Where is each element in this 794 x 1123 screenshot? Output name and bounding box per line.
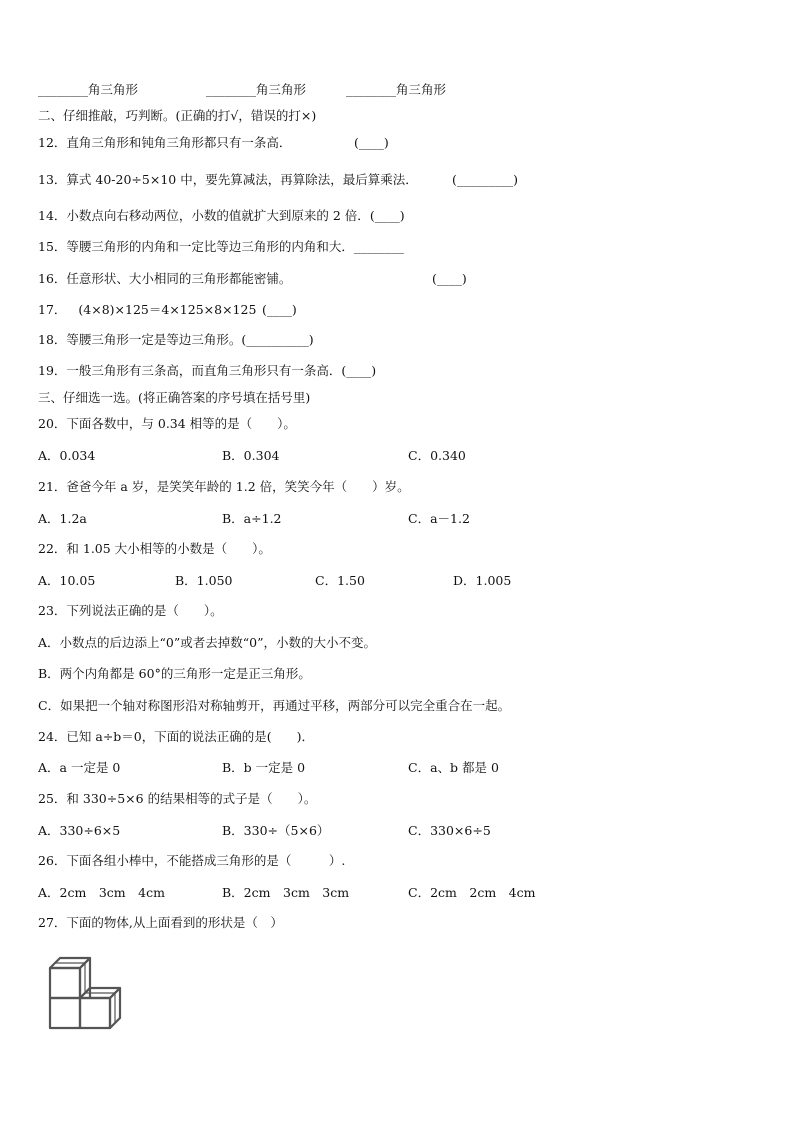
- blank-3[interactable]: [346, 82, 446, 98]
- question-16: [38, 271, 291, 287]
- option-25-b[interactable]: B．330÷（5×6）: [222, 823, 330, 838]
- option-21-a[interactable]: A．1.2a: [38, 511, 87, 526]
- blank-2[interactable]: [206, 82, 306, 98]
- option-22-b[interactable]: B．1.050: [175, 573, 233, 588]
- label: 角三角形: [256, 82, 307, 97]
- option-24-a[interactable]: A．a 一定是 0: [38, 760, 121, 775]
- label: 角三角形: [88, 82, 139, 97]
- option-22-a[interactable]: A．10.05: [38, 573, 96, 588]
- question-text: 算式 40-20÷5×10 中，要先算减法，再算除法，最后算乘法．: [66, 172, 418, 187]
- option-23-a[interactable]: A．小数点的后边添上“0”或者去掉数“0”，小数的大小不变。: [38, 635, 376, 650]
- question-number: 15．: [38, 239, 67, 254]
- question-text: 直角三角形和钝角三角形都只有一条高．: [66, 135, 292, 150]
- option-23-b[interactable]: B．两个内角都是 60°的三角形一定是正三角形。: [38, 666, 311, 681]
- option-26-b[interactable]: B．2cm 3cm 3cm: [222, 885, 350, 900]
- question-21: 21．爸爸今年 a 岁，是笑笑年龄的 1.2 倍，笑笑今年（ ）岁。: [38, 479, 410, 494]
- question-text: 等腰三角形一定是等边三角形。: [66, 332, 242, 347]
- cube-stack-figure: [44, 954, 140, 1030]
- question-text: (4×8)×125＝4×125×8×125: [78, 302, 257, 317]
- cube-front-face: [50, 998, 80, 1028]
- question-24: 24．已知 a÷b＝0，下面的说法正确的是( )．: [38, 729, 315, 744]
- blank-line[interactable]: ________: [206, 82, 256, 97]
- answer-blank-18[interactable]: (__________): [241, 332, 314, 347]
- question-19: [38, 363, 376, 379]
- blank-line[interactable]: ________: [38, 82, 88, 97]
- cube-front-face: [50, 968, 80, 998]
- option-23-c[interactable]: C．如果把一个轴对称图形沿对称轴剪开，再通过平移，两部分可以完全重合在一起。: [38, 698, 511, 713]
- question-number: 12．: [38, 135, 67, 150]
- option-24-b[interactable]: B．b 一定是 0: [222, 760, 306, 775]
- question-text: 小数点向右移动两位，小数的值就扩大到原来的 2 倍．: [66, 208, 370, 223]
- question-number: 14．: [38, 208, 67, 223]
- question-13: [38, 172, 418, 188]
- question-18: [38, 332, 314, 348]
- question-27: 27．下面的物体,从上面看到的形状是（ ）: [38, 915, 283, 930]
- answer-blank-13[interactable]: (_________): [452, 172, 519, 187]
- question-26: 26．下面各组小棒中，不能搭成三角形的是（ ）.: [38, 853, 346, 868]
- section3-heading: 三、仔细选一选。(将正确答案的序号填在括号里): [38, 390, 311, 405]
- option-22-c[interactable]: C．1.50: [315, 573, 365, 588]
- blank-line[interactable]: ________: [346, 82, 396, 97]
- option-20-c[interactable]: C．0.340: [408, 448, 466, 463]
- blank-1[interactable]: [38, 82, 138, 98]
- question-text: 一般三角形有三条高，而直角三角形只有一条高．: [66, 363, 342, 378]
- option-26-c[interactable]: C．2cm 2cm 4cm: [408, 885, 536, 900]
- label: 角三角形: [396, 82, 447, 97]
- question-22: 22．和 1.05 大小相等的小数是（ ）。: [38, 541, 271, 556]
- answer-blank-14[interactable]: (____): [369, 208, 405, 223]
- question-20: 20．下面各数中，与 0.34 相等的是（ ）。: [38, 416, 296, 431]
- option-25-a[interactable]: A．330÷6×5: [38, 823, 121, 838]
- question-number: 19．: [38, 363, 67, 378]
- option-21-c[interactable]: C．a－1.2: [408, 511, 470, 526]
- question-number: 13．: [38, 172, 67, 187]
- answer-blank-15[interactable]: ________: [353, 239, 404, 254]
- option-22-d[interactable]: D．1.005: [453, 573, 512, 588]
- answer-blank-16[interactable]: (____): [432, 271, 467, 286]
- question-12: [38, 135, 291, 151]
- option-26-a[interactable]: A．2cm 3cm 4cm: [38, 885, 165, 900]
- question-number: 17．: [38, 302, 67, 317]
- question-23: 23．下列说法正确的是（ ）。: [38, 603, 223, 618]
- option-20-b[interactable]: B．0.304: [222, 448, 280, 463]
- option-24-c[interactable]: C．a、b 都是 0: [408, 760, 499, 775]
- answer-blank-19[interactable]: (____): [341, 363, 377, 378]
- question-14: [38, 208, 405, 224]
- question-number: 18．: [38, 332, 67, 347]
- question-25: 25．和 330÷5×6 的结果相等的式子是（ ）。: [38, 791, 317, 806]
- answer-blank-12[interactable]: (____): [354, 135, 389, 150]
- question-number: 16．: [38, 271, 67, 286]
- cube-front-face: [80, 998, 110, 1028]
- option-21-b[interactable]: B．a÷1.2: [222, 511, 282, 526]
- answer-blank-17[interactable]: (____): [262, 302, 297, 317]
- question-text: 等腰三角形的内角和一定比等边三角形的内角和大．: [66, 239, 354, 254]
- option-25-c[interactable]: C．330×6÷5: [408, 823, 491, 838]
- question-15: [38, 239, 404, 255]
- question-17: [38, 302, 256, 318]
- question-text: 任意形状、大小相同的三角形都能密铺。: [66, 271, 292, 286]
- option-20-a[interactable]: A．0.034: [38, 448, 96, 463]
- section2-heading: 二、仔细推敲，巧判断。(正确的打√，错误的打×): [38, 108, 317, 123]
